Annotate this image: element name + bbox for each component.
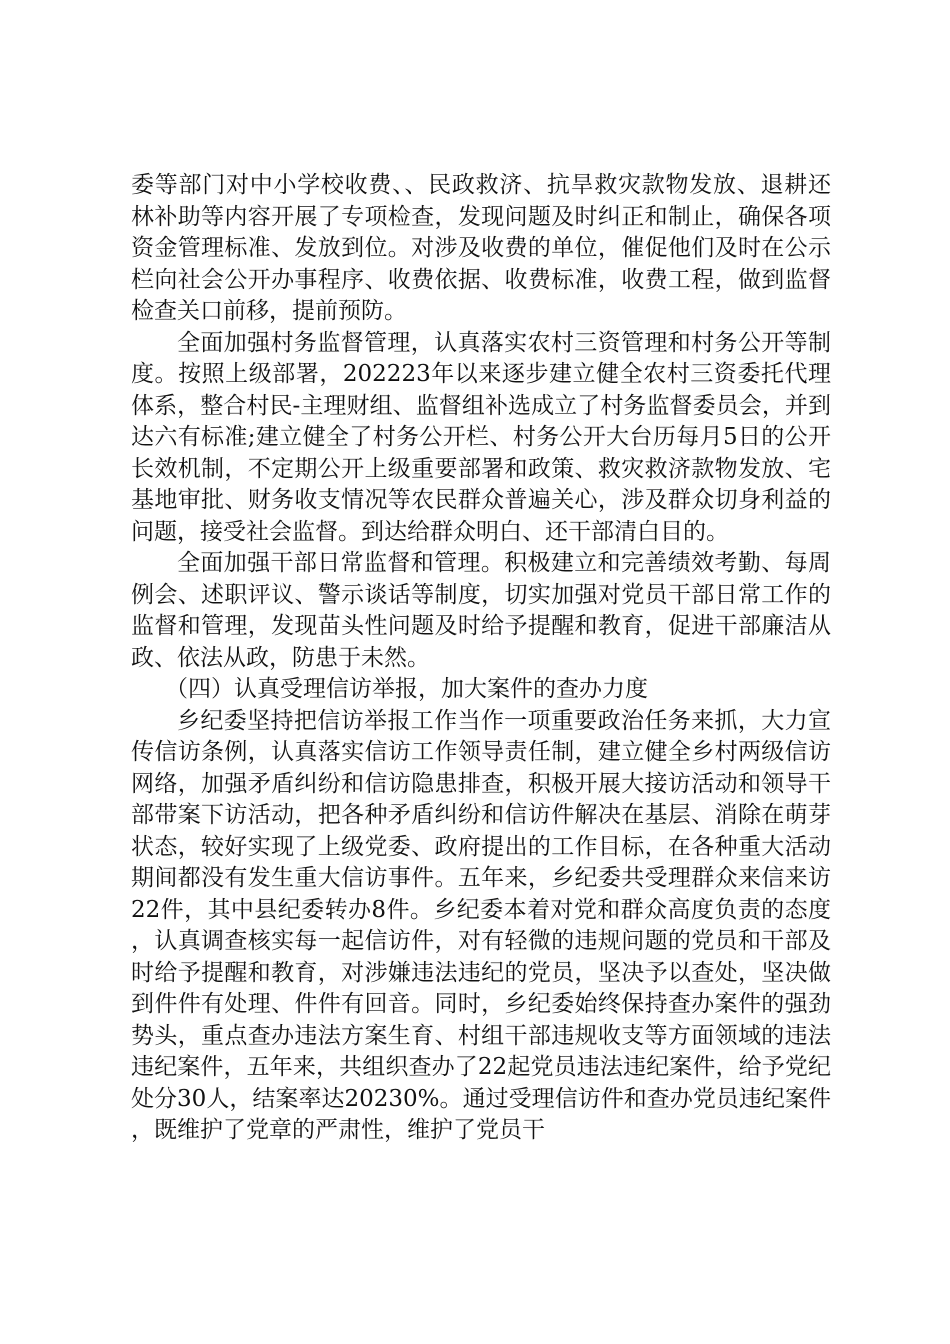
petition-paragraph: 乡纪委坚持把信访举报工作当作一项重要政治任务来抓，大力宣传信访条例，认真落实信访工作领导责任制，建立健全乡村两级信访网络，加强矛盾纠纷和信访隐患排查，积极开展大接访活动和领导干部带案下访活动，把各种矛盾纠纷和信访件解决在基层、消除在萌芽状态，较好实现了上级党委、政府提出的工作目标，在各种重大活动期间都没有发生重大信访事件。五年来，乡纪委共受理群众来信来访22件，其中县纪委转办8件。乡纪委本着对党和群众高度负责的态度，认真调查核实每一起信访件，对有轻微的违规问题的党员和干部及时给予提醒和教育，对涉嫌违法违纪的党员，坚决予以查处，坚决做到件件有处理、件件有回音。同时，乡纪委始终保持查办案件的强劲势头，重点查办违法方案生育、村组干部违规收支等方面领域的违法违纪案件，五年来，共组织查办了22起党员违法违纪案件，给予党纪处分30人，结案率达20230%。通过受理信访件和查办党员违纪案件，既维护了党章的严肃性，维护了党员干 xyxy=(131,707,831,1143)
village-affairs-paragraph: 全面加强村务监督管理，认真落实农村三资管理和村务公开等制度。按照上级部署，202223年以来逐步建立健全农村三资委托代理体系，整合村民-主理财组、监督组补选成立了村务监督委员会，并到达六有标准;建立健全了村务公开栏、村务公开大台历每月5日的公开长效机制，不定期公开上级重要部署和政策、救灾救济款物发放、宅基地审批、财务收支情况等农民群众普遍关心，涉及群众切身利益的问题，接受社会监督。到达给群众明白、还干部清白目的。 xyxy=(131,329,831,545)
section-heading: （四）认真受理信访举报，加大案件的查办力度 xyxy=(165,676,648,702)
continuation-paragraph: 委等部门对中小学校收费、、民政救济、抗旱救灾款物发放、退耕还林补助等内容开展了专项检查，发现问题及时纠正和制止，确保各项资金管理标准、发放到位。对涉及收费的单位，催促他们及时在公示栏向社会公开办事程序、收费依据、收费标准，收费工程，做到监督检查关口前移，提前预防。 xyxy=(131,172,831,324)
cadre-supervision-paragraph: 全面加强干部日常监督和管理。积极建立和完善绩效考勤、每周例会、述职评议、警示谈话等制度，切实加强对党员干部日常工作的监督和管理，发现苗头性问题及时给予提醒和教育，促进干部廉洁从政、依法从政，防患于未然。 xyxy=(131,550,831,671)
document-body xyxy=(131,170,831,1147)
